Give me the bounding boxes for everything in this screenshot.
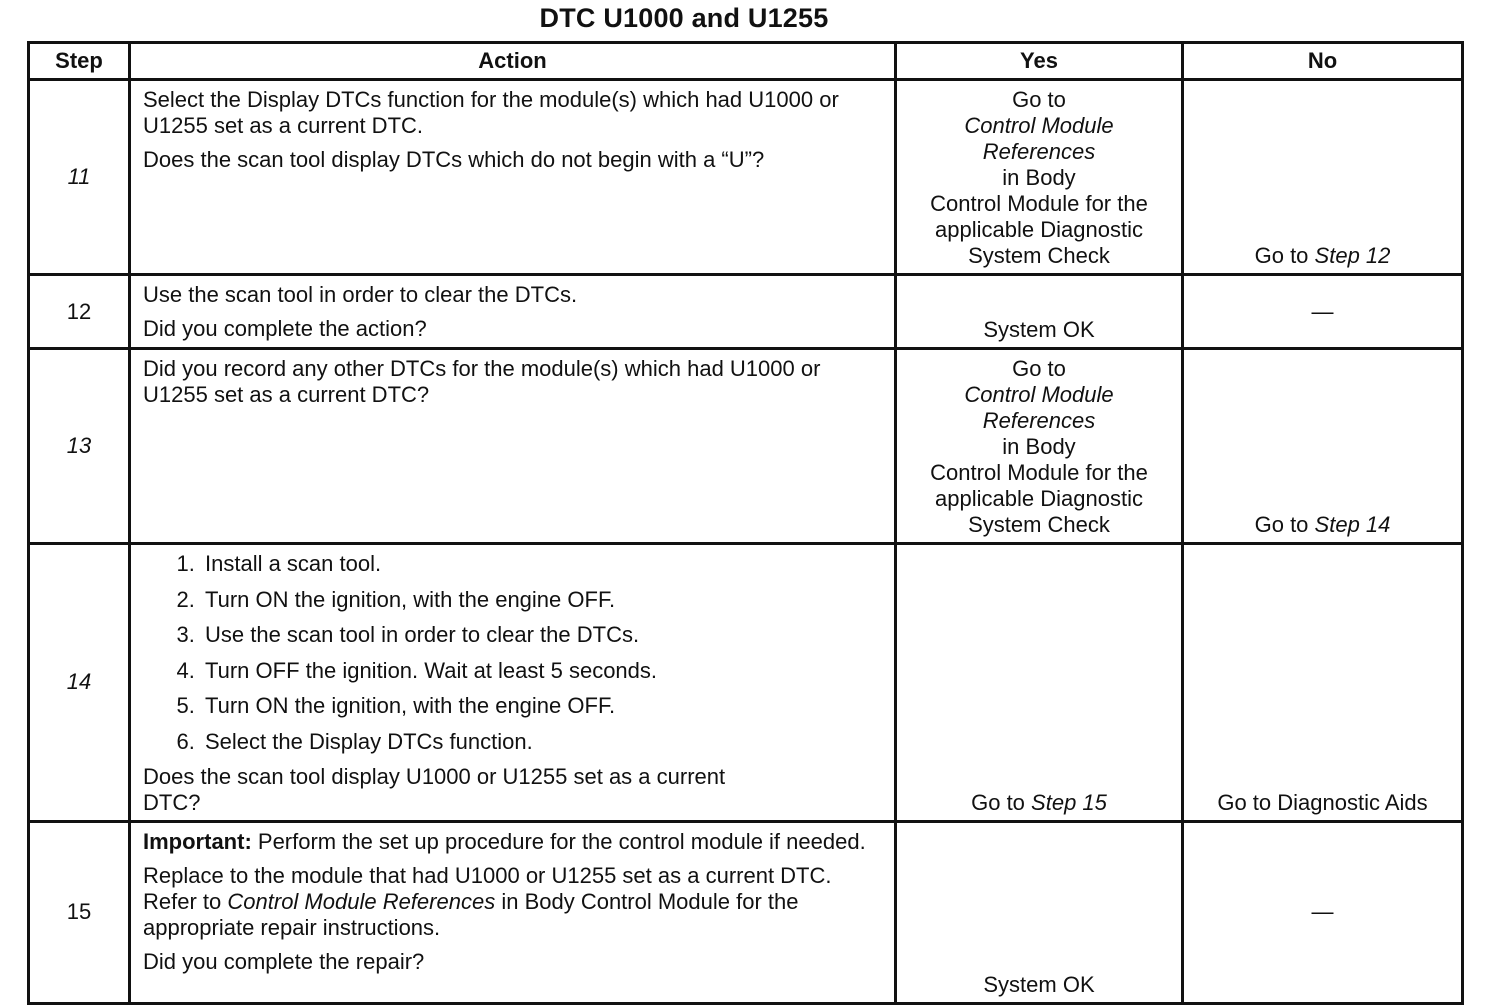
- step-link: Step 14: [1314, 512, 1391, 537]
- procedure-step: 4. Turn OFF the ignition. Wait at least 5 seconds.: [201, 658, 882, 684]
- yes-line: applicable Diagnostic: [935, 217, 1143, 242]
- step-number: 13: [29, 349, 130, 544]
- header-no: No: [1183, 43, 1463, 80]
- header-step: Step: [29, 43, 130, 80]
- action-text-part: Replace to the module that had U1000 or U1255 set as a current DTC. Refer to: [143, 862, 832, 914]
- action-cell: [130, 349, 896, 544]
- action-cell: [130, 544, 896, 822]
- table-row: [29, 544, 1463, 822]
- yes-cell: System OK: [896, 275, 1183, 349]
- yes-ref-part2: References: [982, 139, 1096, 164]
- step-number: 11: [29, 80, 130, 275]
- header-yes: Yes: [896, 43, 1183, 80]
- yes-line: System Check: [968, 512, 1110, 537]
- action-text: Select the Display DTCs function for the module(s) which had U1000 or U1255 set as a current DTC.: [143, 87, 839, 138]
- yes-prefix: Go to: [1012, 87, 1066, 112]
- yes-line: applicable Diagnostic: [935, 486, 1143, 511]
- action-question: Does the scan tool display U1000 or U1255 set as a current DTC?: [143, 763, 726, 815]
- yes-ref-part2: References: [982, 408, 1096, 433]
- yes-line: Control Module for the: [930, 191, 1148, 216]
- step-number: 15: [29, 821, 130, 1003]
- action-question: Did you complete the repair?: [143, 948, 425, 974]
- no-cell: [1183, 80, 1463, 275]
- yes-cell: [896, 349, 1183, 544]
- yes-cell: [896, 544, 1183, 822]
- action-cell: [130, 80, 896, 275]
- table-row: [29, 80, 1463, 275]
- procedure-step: 6. Select the Display DTCs function.: [201, 729, 882, 755]
- header-action: Action: [130, 43, 896, 80]
- step-number: 14: [29, 544, 130, 822]
- yes-ref-part1: Control Module: [964, 113, 1114, 138]
- no-cell: —: [1183, 275, 1463, 349]
- yes-cell: [896, 80, 1183, 275]
- no-prefix: Go to: [1254, 243, 1309, 268]
- action-question: Did you complete the action?: [143, 316, 427, 341]
- table-row: [29, 275, 1463, 349]
- table-row: [29, 349, 1463, 544]
- action-text: [143, 863, 882, 941]
- no-cell: Go to Diagnostic Aids: [1183, 544, 1463, 822]
- action-text-part: in Body Control Module for the appropriate repair instructions.: [143, 888, 799, 940]
- procedure-step: 2. Turn ON the ignition, with the engine OFF.: [201, 587, 882, 613]
- yes-ref-part1: Control Module: [964, 382, 1114, 407]
- yes-prefix: Go to: [971, 789, 1025, 815]
- header-row: [29, 43, 1463, 80]
- yes-in-body: in Body: [1002, 434, 1076, 459]
- action-text: Use the scan tool in order to clear the DTCs.: [143, 282, 578, 307]
- step-link: Step 15: [1031, 789, 1107, 815]
- step-number: 12: [29, 275, 130, 349]
- yes-in-body: in Body: [1002, 165, 1076, 190]
- yes-line: System Check: [968, 243, 1110, 268]
- no-prefix: Go to: [1254, 512, 1309, 537]
- important-note: [143, 829, 882, 855]
- procedure-step: 1. Install a scan tool.: [201, 551, 882, 577]
- yes-cell: System OK: [896, 821, 1183, 1003]
- action-cell: [130, 821, 896, 1003]
- important-text: Perform the set up procedure for the control module if needed.: [257, 828, 866, 854]
- procedure-step: 5. Turn ON the ignition, with the engine OFF.: [201, 693, 882, 719]
- action-question: Does the scan tool display DTCs which do not begin with a “U”?: [143, 147, 765, 172]
- yes-line: Control Module for the: [930, 460, 1148, 485]
- action-question: Did you record any other DTCs for the module(s) which had U1000 or U1255 set as a current DTC?: [143, 356, 821, 407]
- procedure-list: [143, 551, 882, 755]
- reference-link: Control Module References: [227, 888, 496, 914]
- table-row: [29, 821, 1463, 1003]
- procedure-step: 3. Use the scan tool in order to clear the DTCs.: [201, 622, 882, 648]
- step-link: Step 12: [1314, 243, 1391, 268]
- yes-prefix: Go to: [1012, 356, 1066, 381]
- no-cell: —: [1183, 821, 1463, 1003]
- page-title: DTC U1000 and U1255: [539, 3, 829, 33]
- important-label: Important:: [143, 828, 252, 854]
- action-cell: [130, 275, 896, 349]
- dtc-table: [27, 41, 1464, 1005]
- no-cell: [1183, 349, 1463, 544]
